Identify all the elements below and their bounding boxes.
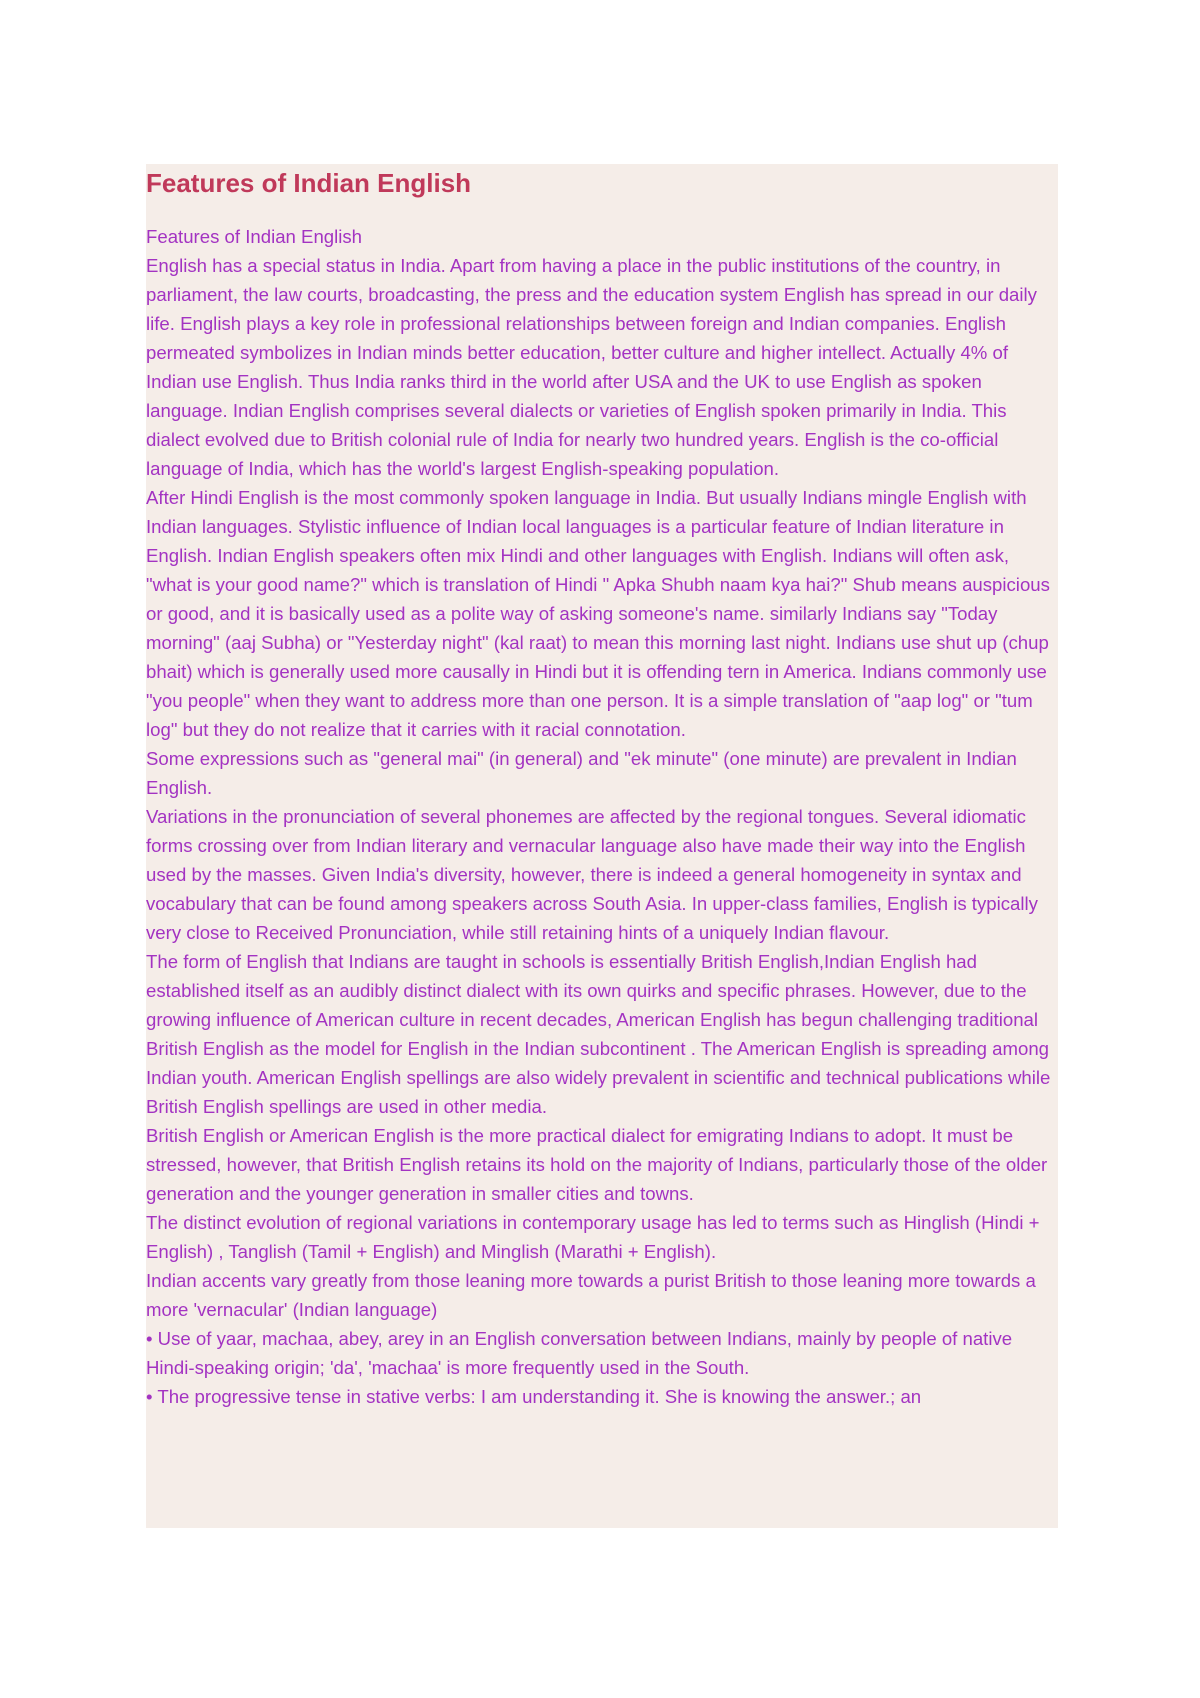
- paragraph: Some expressions such as "general mai" (in general) and "ek minute" (one minute) are prevalent in Indian English.: [146, 748, 1017, 798]
- paragraph: English has a special status in India. Apart from having a place in the public institutions of the country, in parliament, the law courts, broadcasting, the press and the education system English has spread in our daily life. English plays a key role in professional relationships between foreign and Indian companies. English permeated symbolizes in Indian minds better education, better culture and higher intellect. Actually 4% of Indian use English. Thus India ranks third in the world after USA and the UK to use English as spoken language. Indian English comprises several dialects or varieties of English spoken primarily in India. This dialect evolved due to British colonial rule of India for nearly two hundred years. English is the co-official language of India, which has the world's largest English-speaking population.: [146, 255, 1037, 479]
- paragraph: British English or American English is the more practical dialect for emigrating Indians to adopt. It must be stressed, however, that British English retains its hold on the majority of Indians, particularly those of the older generation and the younger generation in smaller cities and towns.: [146, 1125, 1048, 1204]
- paragraph: Indian accents vary greatly from those leaning more towards a purist British to those leaning more towards a more 'vernacular' (Indian language): [146, 1270, 1036, 1320]
- bullet-item: • Use of yaar, machaa, abey, arey in an English conversation between Indians, mainly by people of native Hindi-speaking origin; 'da', 'machaa' is more frequently used in the South.: [146, 1328, 1013, 1378]
- document-page: [146, 164, 1058, 1528]
- bullet-item: • The progressive tense in stative verbs: I am understanding it. She is knowing the answer.; an: [146, 1386, 922, 1407]
- document-title: Features of Indian English: [146, 168, 472, 198]
- document-body: [146, 222, 1058, 1411]
- paragraph: After Hindi English is the most commonly spoken language in India. But usually Indians mingle English with Indian languages. Stylistic influence of Indian local languages is a particular feature of Indian literature in English. Indian English speakers often mix Hindi and other languages with English. Indians will often ask, "what is your good name?" which is translation of Hindi " Apka Shubh naam kya hai?" Shub means auspicious or good, and it is basically used as a polite way of asking someone's name. similarly Indians say "Today morning" (aaj Subha) or "Yesterday night" (kal raat) to mean this morning last night. Indians use shut up (chup bhait) which is generally used more causally in Hindi but it is offending tern in America. Indians commonly use "you people" when they want to address more than one person. It is a simple translation of "aap log" or "tum log" but they do not realize that it carries with it racial connotation.: [146, 487, 1050, 740]
- subtitle-paragraph: Features of Indian English: [146, 226, 363, 247]
- paragraph: The distinct evolution of regional variations in contemporary usage has led to terms such as Hinglish (Hindi + English) , Tanglish (Tamil + English) and Minglish (Marathi + English).: [146, 1212, 1040, 1262]
- paragraph: Variations in the pronunciation of several phonemes are affected by the regional tongues. Several idiomatic forms crossing over from Indian literary and vernacular language also have made their way into the English used by the masses. Given India's diversity, however, there is indeed a general homogeneity in syntax and vocabulary that can be found among speakers across South Asia. In upper-class families, English is typically very close to Received Pronunciation, while still retaining hints of a uniquely Indian flavour.: [146, 806, 1038, 943]
- paragraph: The form of English that Indians are taught in schools is essentially British English,Indian English had established itself as an audibly distinct dialect with its own quirks and specific phrases. However, due to the growing influence of American culture in recent decades, American English has begun challenging traditional British English as the model for English in the Indian subcontinent . The American English is spreading among Indian youth. American English spellings are also widely prevalent in scientific and technical publications while British English spellings are used in other media.: [146, 951, 1051, 1117]
